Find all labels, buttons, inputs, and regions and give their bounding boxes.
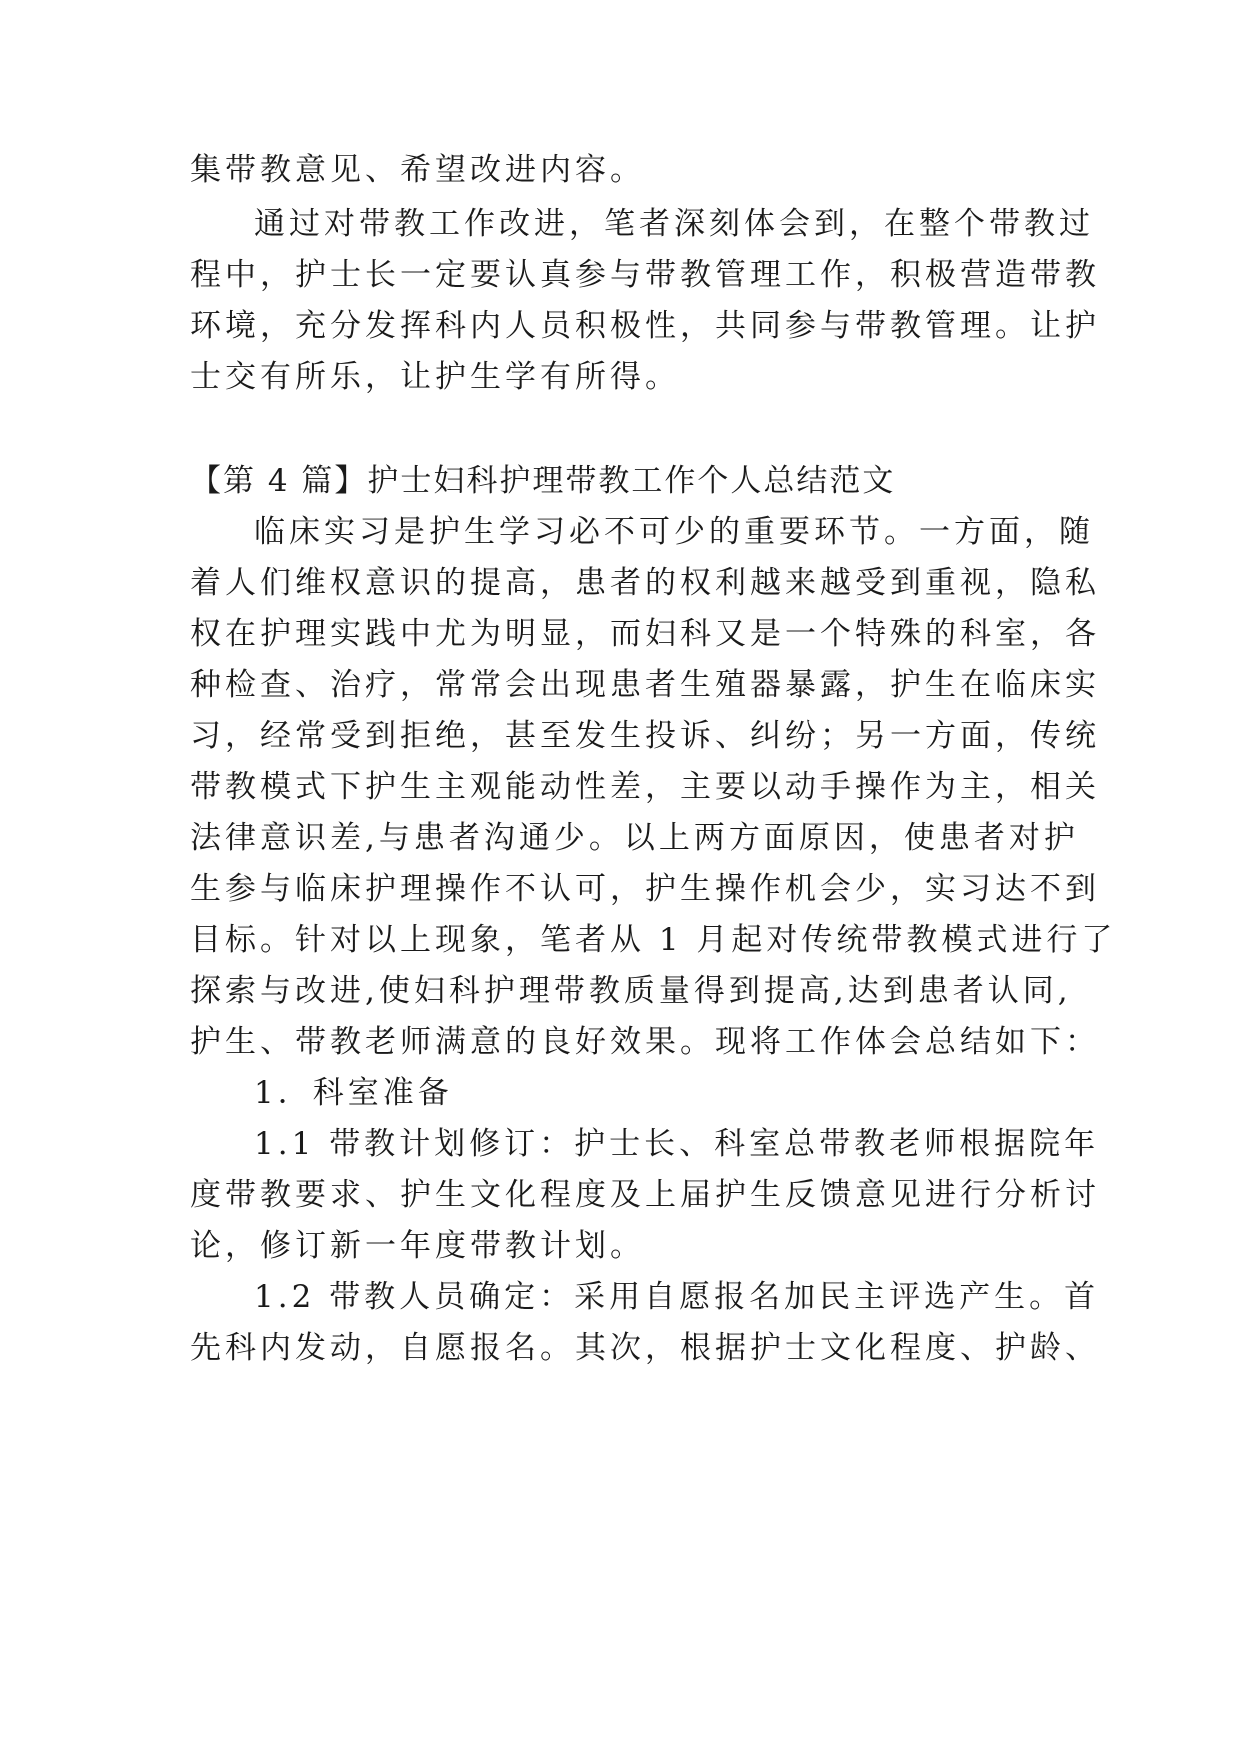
paragraph-line: 探索与改进,使妇科护理带教质量得到提高,达到患者认同, <box>190 973 1072 1009</box>
paragraph-line: 程中，护士长一定要认真参与带教管理工作，积极营造带教 <box>190 257 1100 293</box>
paragraph-line: 环境，充分发挥科内人员积极性，共同参与带教管理。让护 <box>190 308 1100 344</box>
paragraph-line: 带教模式下护生主观能动性差，主要以动手操作为主，相关 <box>190 769 1100 805</box>
paragraph-line: 种检查、治疗，常常会出现患者生殖器暴露，护生在临床实 <box>190 667 1100 703</box>
paragraph-line: 士交有所乐，让护生学有所得。 <box>190 359 680 395</box>
paragraph-line: 论，修订新一年度带教计划。 <box>190 1228 645 1264</box>
paragraph-line: 着人们维权意识的提高，患者的权利越来越受到重视，隐私 <box>190 565 1100 601</box>
paragraph-line: 通过对带教工作改进，笔者深刻体会到，在整个带教过 <box>254 206 1094 242</box>
paragraph-line: 生参与临床护理操作不认可，护生操作机会少，实习达不到 <box>190 871 1100 907</box>
paragraph-line: 临床实习是护生学习必不可少的重要环节。一方面，随 <box>254 514 1094 550</box>
paragraph-line: 护生、带教老师满意的良好效果。现将工作体会总结如下： <box>190 1024 1100 1060</box>
paragraph-line: 权在护理实践中尤为明显，而妇科又是一个特殊的科室，各 <box>190 616 1100 652</box>
paragraph-line: 1.2 带教人员确定：采用自愿报名加民主评选产生。首 <box>254 1279 1100 1315</box>
paragraph-line: 习，经常受到拒绝，甚至发生投诉、纠纷；另一方面，传统 <box>190 718 1100 754</box>
paragraph-line: 法律意识差,与患者沟通少。以上两方面原因，使患者对护 <box>190 820 1079 856</box>
paragraph-line: 先科内发动，自愿报名。其次，根据护士文化程度、护龄、 <box>190 1330 1100 1366</box>
paragraph-line: 度带教要求、护生文化程度及上届护生反馈意见进行分析讨 <box>190 1177 1100 1213</box>
paragraph-line: 集带教意见、希望改进内容。 <box>190 152 645 188</box>
paragraph-line: 1.1 带教计划修订：护士长、科室总带教老师根据院年 <box>254 1126 1100 1162</box>
subsection-heading: 1．科室准备 <box>254 1075 453 1111</box>
paragraph-line: 目标。针对以上现象，笔者从 1 月起对传统带教模式进行了 <box>190 922 1117 958</box>
section-heading: 【第 4 篇】护士妇科护理带教工作个人总结范文 <box>190 463 896 499</box>
